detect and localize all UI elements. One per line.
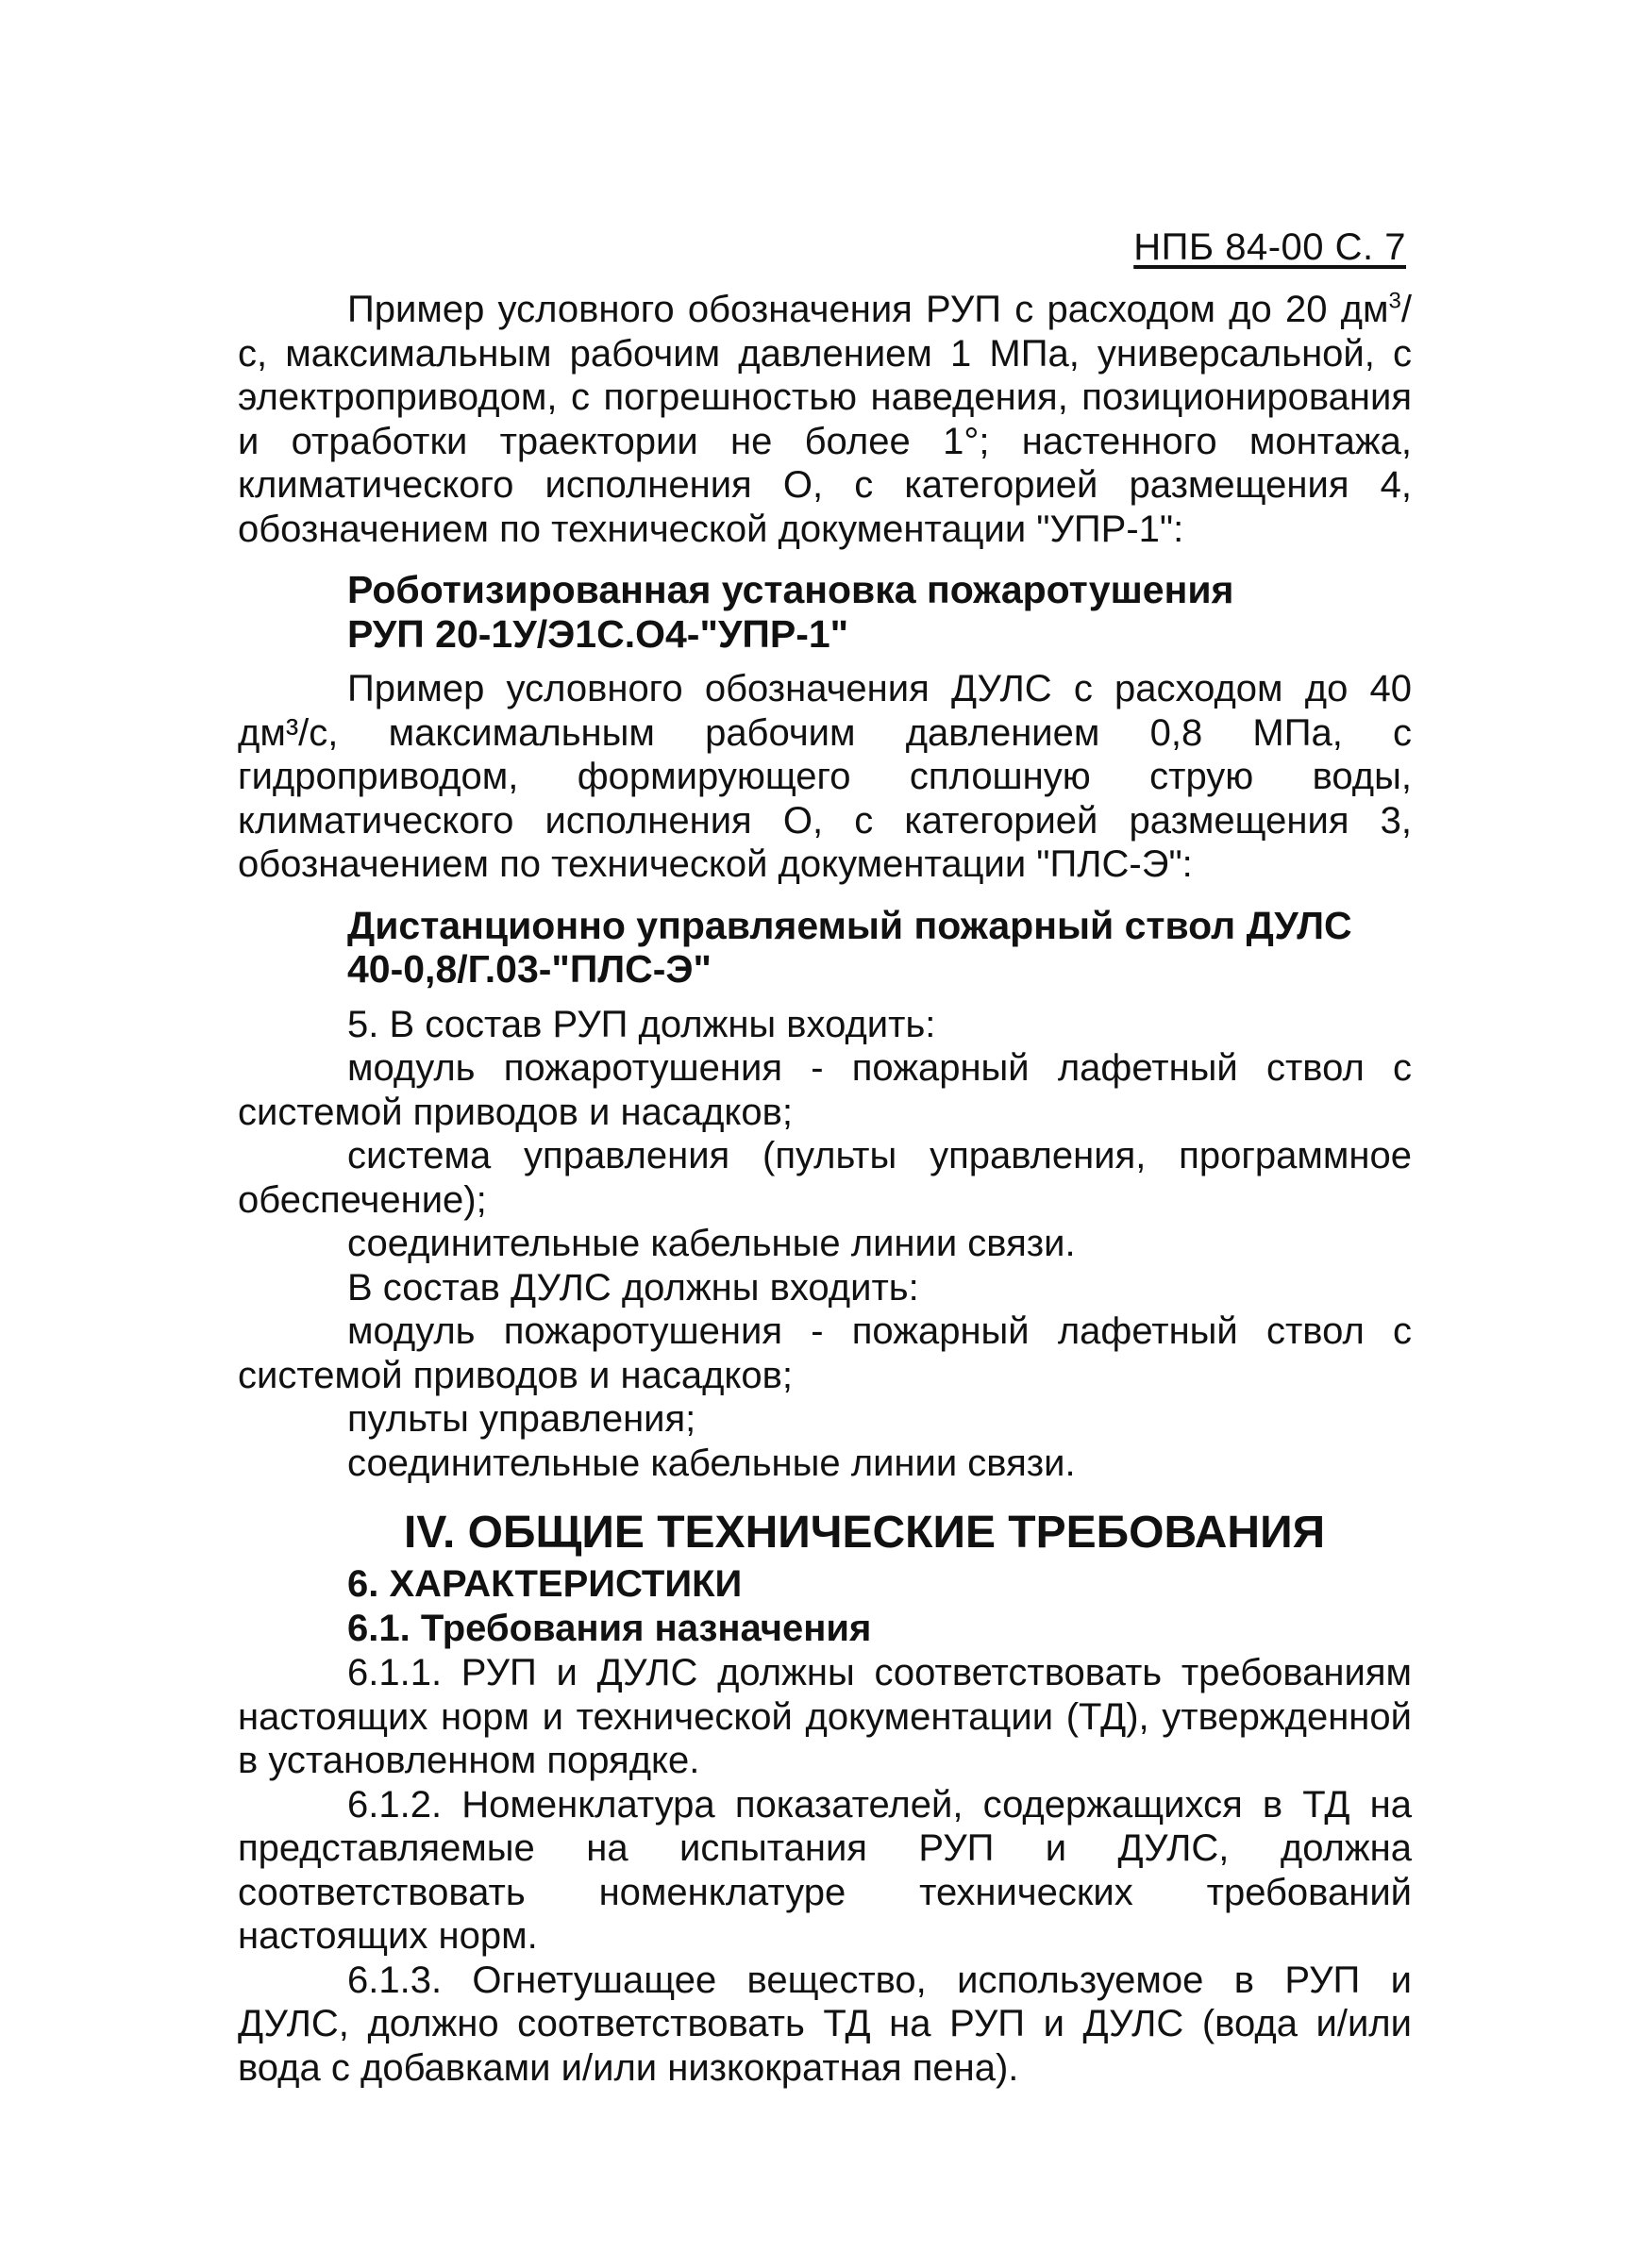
clause-6-1-2: 6.1.2. Номенклатура показателей, содержащихся в ТД на представляемые на испытания РУП и ДУЛС, должна соответствовать номенклатуре технических требований настоящих норм.	[238, 1783, 1412, 1957]
rup-designation-block	[238, 568, 1412, 656]
example-rup-text-a: Пример условного обозначения РУП с расходом до 20 дм	[347, 289, 1389, 330]
section-6-1-heading: 6.1. Требования назначения	[347, 1608, 872, 1649]
rup-designation-line1: Роботизированная установка пожаротушения	[347, 568, 1234, 611]
clause-6-1-1: 6.1.1. РУП и ДУЛС должны соответствовать требованиям настоящих норм и технической документации (ТД), утвержденной в установленном порядке.	[238, 1652, 1412, 1781]
example-rup-text-b: /с, максимальным рабочим давлением 1 МПа, универсальной, с электроприводом, с погрешностью наведения, позиционирования и отработки траектории не более 1°; настенного монтажа, климатического исполнения О, с категорией размещения 4, обозначением по технической документации "УПР-1":	[238, 289, 1412, 550]
dulc-composition-heading: В состав ДУЛС должны входить:	[347, 1266, 919, 1309]
dulc-composition-item-2: пульты управления;	[347, 1398, 696, 1440]
clause-6-1-3: 6.1.3. Огнетушащее вещество, используемое в РУП и ДУЛС, должно соответствовать ТД на РУП и ДУЛС (вода и/или вода с добавками и/или низкократная пена).	[238, 1959, 1412, 2089]
rup-composition-item-3: соединительные кабельные линии связи.	[347, 1223, 1076, 1264]
rup-composition-heading: 5. В состав РУП должны входить:	[347, 1003, 936, 1045]
page-header-ref: НПБ 84-00 С. 7	[1133, 226, 1406, 268]
rup-composition-item-2: система управления (пульты управления, программное обеспечение);	[238, 1135, 1412, 1221]
dulc-designation-line2: 40-0,8/Г.03-"ПЛС-Э"	[347, 947, 712, 991]
document-body	[238, 288, 1412, 2090]
superscript-cube: 3	[1388, 288, 1401, 314]
rup-designation-line2: РУП 20-1У/Э1С.О4-"УПР-1"	[347, 611, 849, 656]
example-rup-paragraph	[238, 288, 1412, 551]
dulc-designation-block	[238, 904, 1412, 992]
dulc-designation-line1: Дистанционно управляемый пожарный ствол ДУЛС	[347, 903, 1352, 947]
dulc-composition-item-1: модуль пожаротушения - пожарный лафетный ствол с системой приводов и насадков;	[238, 1310, 1412, 1396]
dulc-composition-item-3: соединительные кабельные линии связи.	[347, 1442, 1076, 1484]
section-iv-heading: IV. ОБЩИЕ ТЕХНИЧЕСКИЕ ТРЕБОВАНИЯ	[404, 1508, 1326, 1558]
rup-composition-item-1: модуль пожаротушения - пожарный лафетный ствол с системой приводов и насадков;	[238, 1047, 1412, 1133]
example-dulc-paragraph: Пример условного обозначения ДУЛС с расходом до 40 дм³/с, максимальным рабочим давлением 0,8 МПа, с гидроприводом, формирующего сплошную струю воды, климатического исполнения О, с категорией размещения 3, обозначением по технической документации "ПЛС-Э":	[238, 668, 1412, 885]
section-6-heading: 6. ХАРАКТЕРИСТИКИ	[347, 1563, 743, 1605]
